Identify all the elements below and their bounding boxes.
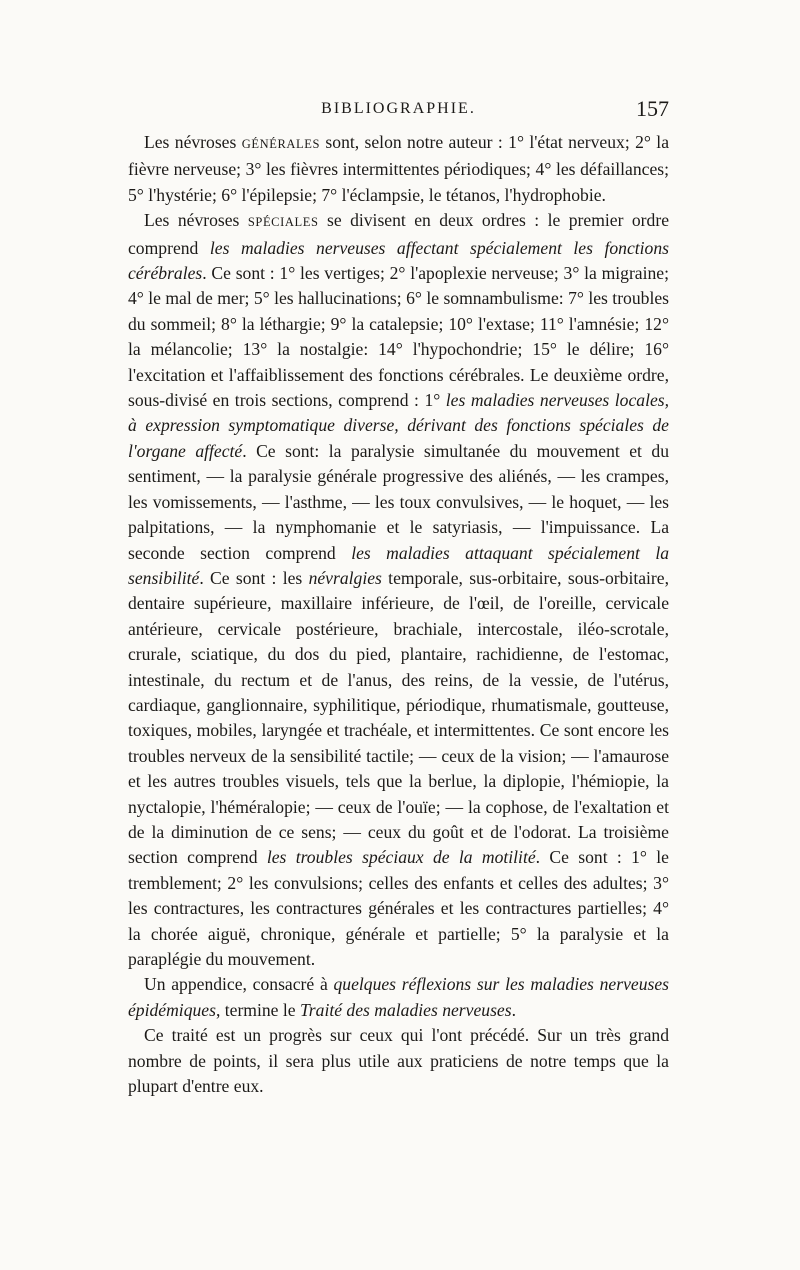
paragraph: [128, 1023, 669, 1099]
small-caps-text: SPÉCIALES: [247, 215, 319, 230]
italic-text: les maladies attaquant spécialement la sensibilité: [128, 542, 670, 588]
text-segment: temporale, sus-orbitaire, sous-orbitaire, dentaire supérieure, maxillaire inférieure, de l'œil, de l'oreille, cervicale antérieure, cervicale postérieure, brachiale, intercostale, iléo-scrotale, crurale, sciatique, du dos du pied, plantaire, rachidienne, de l'estomac, intestinale, du rectum et de l'anus, des reins, de la vessie, de l'utérus, cardiaque, ganglionnaire, syphilitique, périodique, rhumatismale, goutteuse, toxiques, mobiles, laryngée et trachéale, et intermittentes. Ce sont encore les troubles nerveux de la sensibilité tactile; — ceux de la vision; — l'amaurose et les autres troubles visuels, tels que la berlue, la diplopie, l'hémiopie, la nyctalopie, l'héméralopie; — ceux de l'ouïe; — la cophose, de l'exaltation et de la diminution de ce sens; — ceux du goût et de l'odorat. La troisième section comprend: [128, 567, 669, 868]
text-segment: se divisent en deux ordres : le premier ordre comprend: [128, 210, 670, 258]
text-segment: Les névroses: [144, 132, 242, 152]
text-segment: . Ce sont : 1° le tremblement; 2° les convulsions; celles des enfants et celles des adultes; 3° les contractures, les contractures générales et les contractures partielles; 4° la chorée aiguë, chronique, générale et partielle; 5° la paralysie et la paraplégie du mouvement.: [128, 847, 669, 969]
running-title: BIBLIOGRAPHIE.: [321, 100, 476, 117]
page-number: 157: [636, 96, 669, 121]
text-segment: .: [511, 999, 516, 1020]
text-segment: Un appendice, consacré à: [144, 974, 334, 995]
italic-text: les maladies nerveuses locales, à expression symptomatique diverse, dérivant des fonctions spéciales de l'organe affecté: [128, 390, 670, 461]
text-segment: . Ce sont : les: [199, 567, 309, 588]
page-header: [128, 96, 669, 126]
italic-text: quelques réflexions sur les maladies nerveuses épidémiques: [128, 974, 669, 1020]
text-segment: Les névroses: [144, 210, 248, 231]
paragraph: [128, 972, 669, 1023]
text-segment: . Ce sont : 1° les vertiges; 2° l'apoplexie nerveuse; 3° la migraine; 4° le mal de mer; 5° les hallucinations; 6° le somnambulisme: 7° les troubles du sommeil; 8° la léthargie; 9° la catalepsie; 10° l'extase; 11° l'amnésie; 12° la mélancolie; 13° la nostalgie: 14° l'hypochondrie; 15° le délire; 16° l'excitation et l'affaiblissement des fonctions cérébrales. Le deuxième ordre, sous-divisé en trois sections, comprend : 1°: [128, 263, 669, 411]
small-caps-text: GÉNÉRALES: [241, 137, 321, 151]
paragraph: [128, 130, 669, 208]
text-segment: Ce traité est un progrès sur ceux qui l'ont précédé. Sur un très grand nombre de points, il sera plus utile aux praticiens de notre temps que la plupart d'entre eux.: [128, 1025, 669, 1097]
text-segment: sont, selon notre auteur : 1° l'état nerveux; 2° la fièvre nerveuse; 3° les fièvres intermittentes périodiques; 4° les défaillances; 5° l'hystérie; 6° l'épilepsie; 7° l'éclampsie, le tétanos, l'hydrophobie.: [128, 132, 669, 205]
italic-text: névralgies: [308, 567, 382, 588]
text-segment: , termine le: [215, 999, 300, 1020]
italic-text: les troubles spéciaux de la motilité: [266, 847, 536, 868]
body-text: [128, 130, 669, 1099]
paragraph: [128, 208, 669, 972]
text-segment: . Ce sont: la paralysie simultanée du mouvement et du sentiment, — la paralysie générale progressive des aliénés, — les crampes, les vomissements, — l'asthme, — les toux convulsives, — le hoquet, — les palpitations, — la nymphomanie et le satyriasis, — l'impuissance. La seconde section comprend: [128, 440, 669, 563]
italic-text: Traité des maladies nerveuses: [299, 999, 512, 1020]
italic-text: les maladies nerveuses affectant spécialement les fonctions cérébrales: [128, 237, 669, 284]
